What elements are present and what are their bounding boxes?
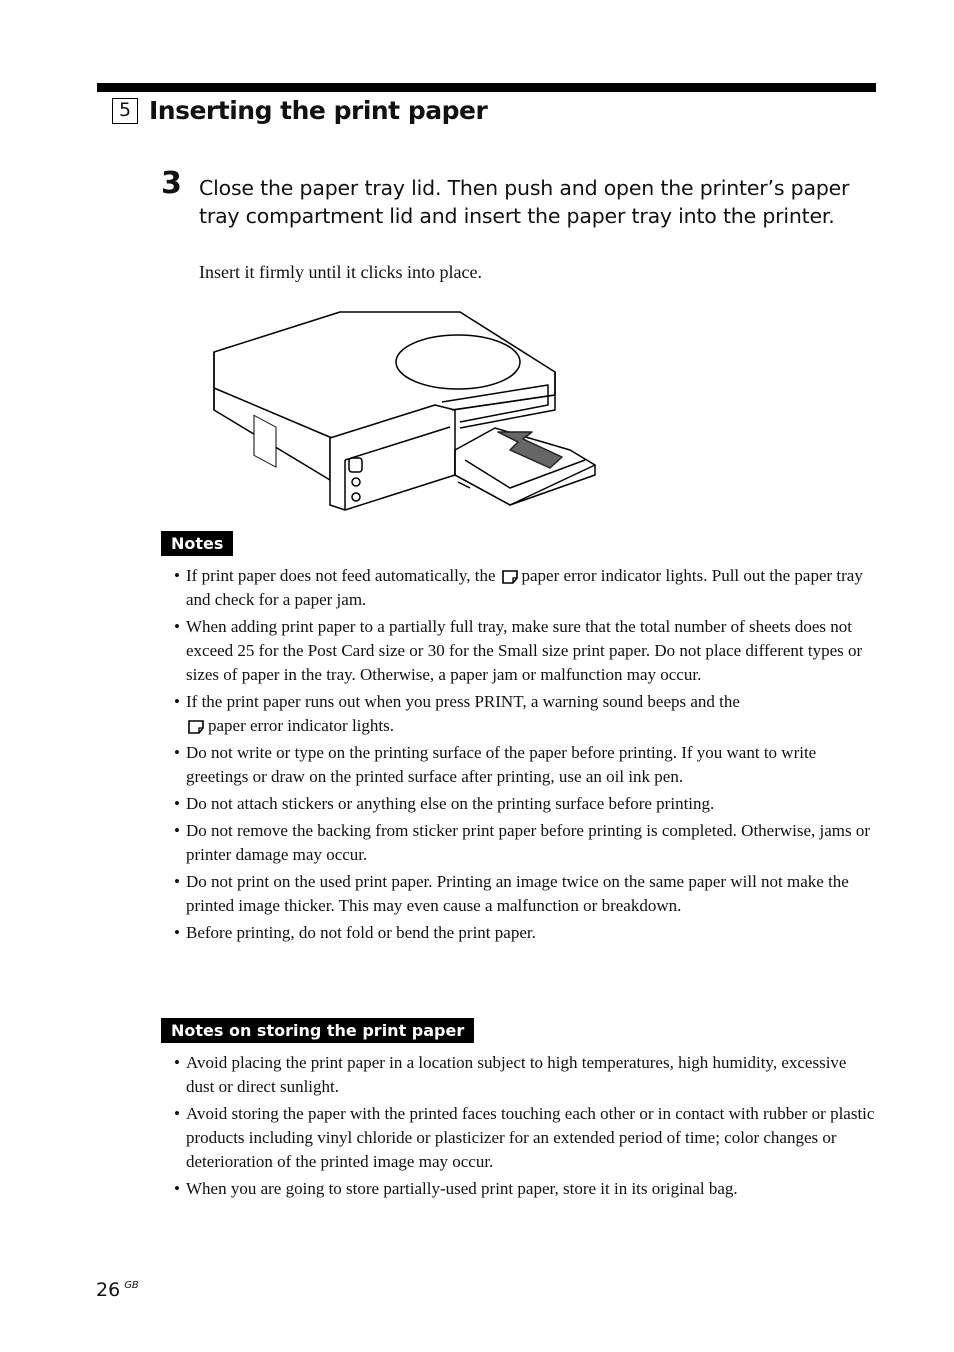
section-number: 5 [112, 98, 138, 124]
list-item: • Do not attach stickers or anything else on the printing surface before printing. [172, 792, 877, 816]
list-item: • Avoid placing the print paper in a location subject to high temperatures, high humidity, excessive dust or direct sunlight. [172, 1051, 877, 1099]
section-rule [97, 83, 876, 92]
section-title: Inserting the print paper [149, 96, 488, 125]
section-heading [112, 96, 487, 125]
list-item: • Before printing, do not fold or bend the print paper. [172, 921, 877, 945]
list-item: • Do not remove the backing from sticker print paper before printing is completed. Otherwise, jams or printer damage may occur. [172, 819, 877, 867]
step-number: 3 [161, 166, 182, 201]
list-item: • Avoid storing the paper with the printed faces touching each other or in contact with rubber or plastic products including vinyl chloride or plasticizer for an extended period of time; color changes or deterioration of the printed image may occur. [172, 1102, 877, 1174]
storing-notes-label: Notes on storing the print paper [161, 1018, 474, 1043]
list-item: • If the print paper runs out when you press PRINT, a warning sound beeps and the paper error indicator lights. [172, 690, 877, 738]
list-item: • If print paper does not feed automatically, the paper error indicator lights. Pull out the paper tray and check for a paper jam. [172, 564, 877, 612]
page-suffix: GB [124, 1280, 139, 1291]
step-subtext: Insert it firmly until it clicks into place. [199, 262, 482, 282]
list-item: • Do not print on the used print paper. Printing an image twice on the same paper will not make the printed image thicker. This may even cause a malfunction or breakdown. [172, 870, 877, 918]
page-number: 26 $^{GB}$ [96, 1279, 139, 1301]
list-item: • When adding print paper to a partially full tray, make sure that the total number of sheets does not exceed 25 for the Post Card size or 30 for the Small size print paper. Do not place different types or sizes of paper in the tray. Otherwise, a paper jam or malfunction may occur. [172, 615, 877, 687]
notes-list [172, 564, 877, 948]
paper-error-icon [502, 570, 519, 584]
printer-illustration [210, 310, 600, 515]
step-instruction: Close the paper tray lid. Then push and open the printer’s paper tray compartment lid and insert the paper tray into the printer. [199, 176, 850, 228]
list-item: • Do not write or type on the printing surface of the paper before printing. If you want to write greetings or draw on the printed surface after printing, use an oil ink pen. [172, 741, 877, 789]
storing-notes-list [172, 1051, 877, 1204]
paper-error-icon [188, 720, 205, 734]
notes-label: Notes [161, 531, 233, 556]
list-item: • When you are going to store partially-used print paper, store it in its original bag. [172, 1177, 877, 1201]
